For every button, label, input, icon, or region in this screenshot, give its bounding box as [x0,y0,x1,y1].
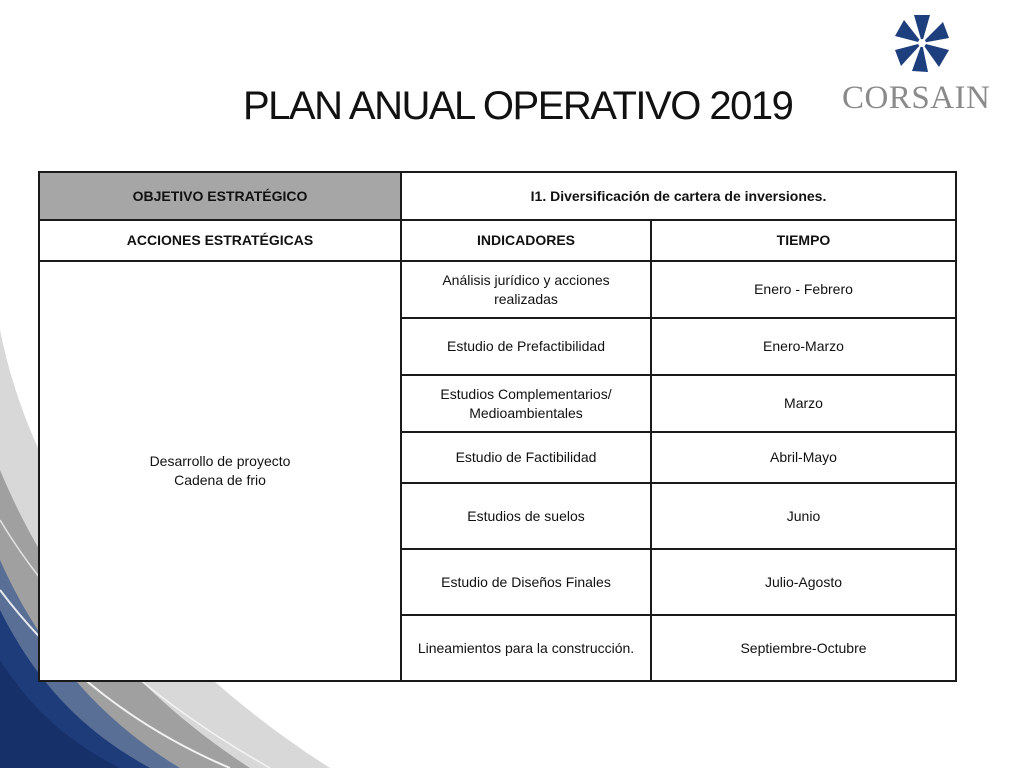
indicator-cell: Análisis jurídico y acciones realizadas [401,261,651,318]
header-actions: ACCIONES ESTRATÉGICAS [39,220,401,261]
time-cell: Enero-Marzo [651,318,956,375]
time-cell: Abril-Mayo [651,432,956,483]
objective-value: I1. Diversificación de cartera de inversiones. [401,172,956,220]
corsain-star-logo-icon [892,12,952,74]
time-cell: Marzo [651,375,956,432]
objective-label: OBJETIVO ESTRATÉGICO [39,172,401,220]
indicator-cell: Lineamientos para la construcción. [401,615,651,681]
logo-text: CORSAIN [842,80,991,116]
plan-table [38,171,957,682]
time-cell: Junio [651,483,956,549]
indicator-cell: Estudios de suelos [401,483,651,549]
time-cell: Septiembre-Octubre [651,615,956,681]
column-header-row [39,220,956,261]
indicator-cell: Estudio de Diseños Finales [401,549,651,615]
time-cell: Julio-Agosto [651,549,956,615]
header-indicators: INDICADORES [401,220,651,261]
indicator-cell: Estudios Complementarios/ Medioambientales [401,375,651,432]
page-title: PLAN ANUAL OPERATIVO 2019 [243,84,793,128]
action-line-1: Desarrollo de proyecto [149,453,291,469]
table-row [39,261,956,318]
header-time: TIEMPO [651,220,956,261]
indicator-cell: Estudio de Prefactibilidad [401,318,651,375]
corsain-logo [842,12,1012,122]
strategic-action-cell [39,261,401,681]
action-line-2: Cadena de frio [174,472,266,488]
time-cell: Enero - Febrero [651,261,956,318]
objective-row [39,172,956,220]
indicator-cell: Estudio de Factibilidad [401,432,651,483]
